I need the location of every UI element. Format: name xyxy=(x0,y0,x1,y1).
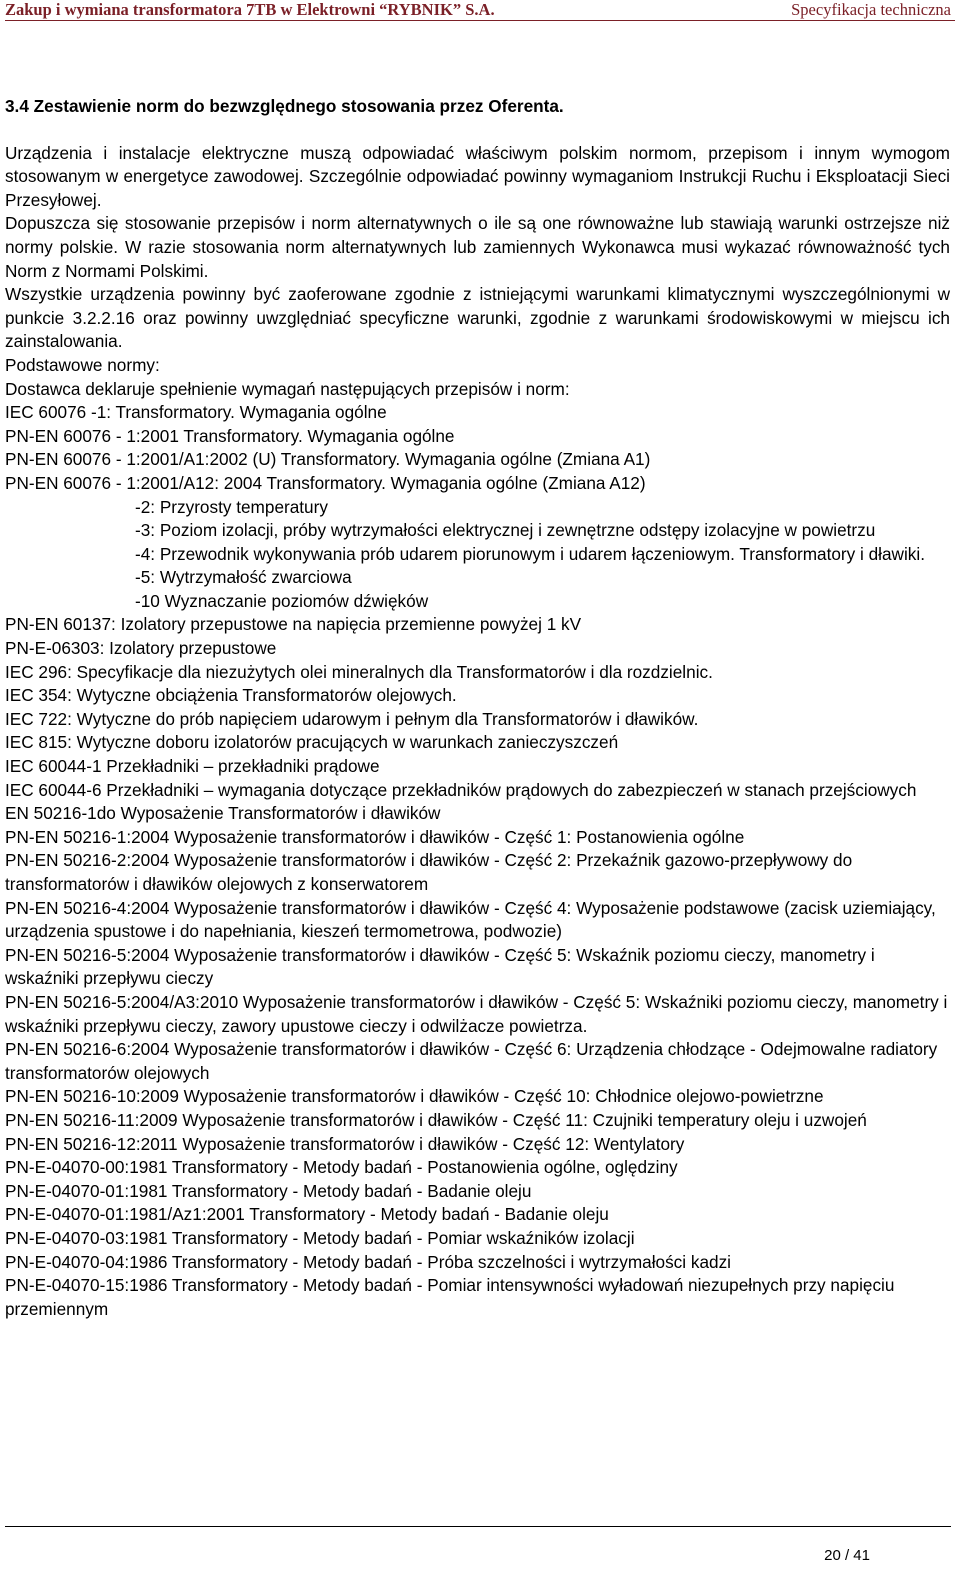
footer-rule xyxy=(5,1526,951,1527)
norm-item: PN-EN 50216-2:2004 Wyposażenie transformatorów i dławików - Część 2: Przekaźnik gazowo-przepływowy do transformatorów i dławików olejowych z konserwatorem xyxy=(5,850,853,894)
norm-item: IEC 60044-6 Przekładniki – wymagania dotyczące przekładników prądowych do zabezpieczeń w stanach przejściowych xyxy=(5,779,917,800)
norm-item: PN-EN 50216-11:2009 Wyposażenie transformatorów i dławików - Część 11: Czujniki temperatury oleju i uzwojeń xyxy=(5,1109,867,1130)
norm-item: PN-E-04070-00:1981 Transformatory - Metody badań - Postanowienia ogólne, oględziny xyxy=(5,1157,678,1178)
norm-item: PN-EN 60076 - 1:2001 Transformatory. Wymagania ogólne xyxy=(5,425,455,446)
norm-item: PN-EN 50216-10:2009 Wyposażenie transformatorów i dławików - Część 10: Chłodnice olejowo-powietrzne xyxy=(5,1086,824,1107)
norm-item: PN-E-04070-15:1986 Transformatory - Metody badań - Pomiar intensywności wyładowań niezupełnych przy napięciu przemiennym xyxy=(5,1275,895,1319)
norm-part-item: -5: Wytrzymałość zwarciowa xyxy=(135,567,352,588)
norm-item: IEC 815: Wytyczne doboru izolatorów pracujących w warunkach zanieczyszczeń xyxy=(5,732,619,753)
document-body xyxy=(5,95,950,1321)
norm-item: PN-EN 50216-6:2004 Wyposażenie transformatorów i dławików - Część 6: Urządzenia chłodzące - Odejmowalne radiatory transformatorów olejowych xyxy=(5,1039,938,1083)
norm-part-item: -2: Przyrosty temperatury xyxy=(135,496,328,517)
norm-parts-list xyxy=(5,496,950,614)
norm-item: IEC 60044-1 Przekładniki – przekładniki prądowe xyxy=(5,756,380,777)
norm-item: IEC 296: Specyfikacje dla niezużytych olei mineralnych dla Transformatorów i dla rozdzielnic. xyxy=(5,661,713,682)
supplier-declaration: Dostawca deklaruje spełnienie wymagań następujących przepisów i norm: xyxy=(5,378,570,399)
header-doc-type: Specyfikacja techniczna xyxy=(791,0,951,19)
norm-item: PN-EN 60137: Izolatory przepustowe na napięcia przemienne powyżej 1 kV xyxy=(5,614,582,635)
norm-part-item: -10 Wyznaczanie poziomów dźwięków xyxy=(135,590,429,611)
page-number: 20 / 41 xyxy=(824,1547,870,1564)
norms-list-primary xyxy=(5,401,950,495)
norm-item: PN-E-04070-01:1981 Transformatory - Metody badań - Badanie oleju xyxy=(5,1180,532,1201)
norm-item: PN-EN 50216-4:2004 Wyposażenie transformatorów i dławików - Część 4: Wyposażenie podstawowe (zacisk uziemiający, urządzenia spustowe i do napełniania, kieszeń termometrowa, podwozie) xyxy=(5,897,936,942)
norm-item: PN-EN 50216-1:2004 Wyposażenie transformatorów i dławików - Część 1: Postanowienia ogólne xyxy=(5,826,745,847)
norm-item: PN-EN 50216-5:2004/A3:2010 Wyposażenie transformatorów i dławików - Część 5: Wskaźniki poziomu cieczy, manometry i wskaźniki przepływu cieczy, zawory upustowe cieczy i odwilżacze powietrza. xyxy=(5,991,948,1036)
norm-item: PN-E-06303: Izolatory przepustowe xyxy=(5,638,277,659)
norm-item: PN-EN 50216-12:2011 Wyposażenie transformatorów i dławików - Część 12: Wentylatory xyxy=(5,1133,685,1154)
section-heading: 3.4 Zestawienie norm do bezwzględnego stosowania przez Oferenta. xyxy=(5,96,564,116)
norm-item: EN 50216-1do Wyposażenie Transformatorów i dławików xyxy=(5,803,441,824)
paragraph-alternative-norms: Dopuszcza się stosowanie przepisów i norm alternatywnych o ile są one równoważne lub stawiają warunki ostrzejsze niż normy polskie. W razie stosowania norm alternatywnych lub zamiennych Wykonawca musi wykazać równoważność tych Norm z Normami Polskimi. xyxy=(5,213,950,281)
norm-item: PN-EN 50216-5:2004 Wyposażenie transformatorów i dławików - Część 5: Wskaźnik poziomu cieczy, manometry i wskaźniki przepływu cieczy xyxy=(5,944,875,989)
norm-item: IEC 60076 -1: Transformatory. Wymagania ogólne xyxy=(5,402,387,423)
norm-item: PN-E-04070-03:1981 Transformatory - Metody badań - Pomiar wskaźników izolacji xyxy=(5,1227,635,1248)
paragraph-requirements: Urządzenia i instalacje elektryczne muszą odpowiadać właściwym polskim normom, przepisom i innym wymogom stosowanym w energetyce zawodowej. Szczególnie odpowiadać powinny wymaganiom Instrukcji Ruchu i Eksploatacji Sieci Przesyłowej. xyxy=(5,142,950,210)
header-rule xyxy=(5,20,955,21)
norm-item: PN-EN 60076 - 1:2001/A1:2002 (U) Transformatory. Wymagania ogólne (Zmiana A1) xyxy=(5,449,651,470)
norms-list-secondary xyxy=(5,613,950,1321)
norm-part-item: -4: Przewodnik wykonywania prób udarem piorunowym i udarem łączeniowym. Transformatory i dławiki. xyxy=(135,543,925,564)
paragraph-climate-conditions: Wszystkie urządzenia powinny być zaoferowane zgodnie z istniejącymi warunkami klimatycznymi wyszczególnionymi w punkcie 3.2.2.16 oraz powinny uwzględniać specyficzne warunki, zgodnie z warunkami środowiskowymi w miejscu ich zainstalowania. xyxy=(5,284,950,352)
norm-part-item: -3: Poziom izolacji, próby wytrzymałości elektrycznej i zewnętrzne odstępy izolacyjne w powietrzu xyxy=(135,520,876,541)
norm-item: IEC 354: Wytyczne obciążenia Transformatorów olejowych. xyxy=(5,685,457,706)
header-title: Zakup i wymiana transformatora 7TB w Elektrowni “RYBNIK” S.A. xyxy=(5,0,495,19)
norm-item: PN-EN 60076 - 1:2001/A12: 2004 Transformatory. Wymagania ogólne (Zmiana A12) xyxy=(5,472,646,493)
norm-item: IEC 722: Wytyczne do prób napięciem udarowym i pełnym dla Transformatorów i dławików. xyxy=(5,708,699,729)
basic-norms-label: Podstawowe normy: xyxy=(5,354,160,375)
page-header xyxy=(5,0,955,22)
norm-item: PN-E-04070-01:1981/Az1:2001 Transformatory - Metody badań - Badanie oleju xyxy=(5,1204,609,1225)
norm-item: PN-E-04070-04:1986 Transformatory - Metody badań - Próba szczelności i wytrzymałości kadzi xyxy=(5,1251,731,1272)
